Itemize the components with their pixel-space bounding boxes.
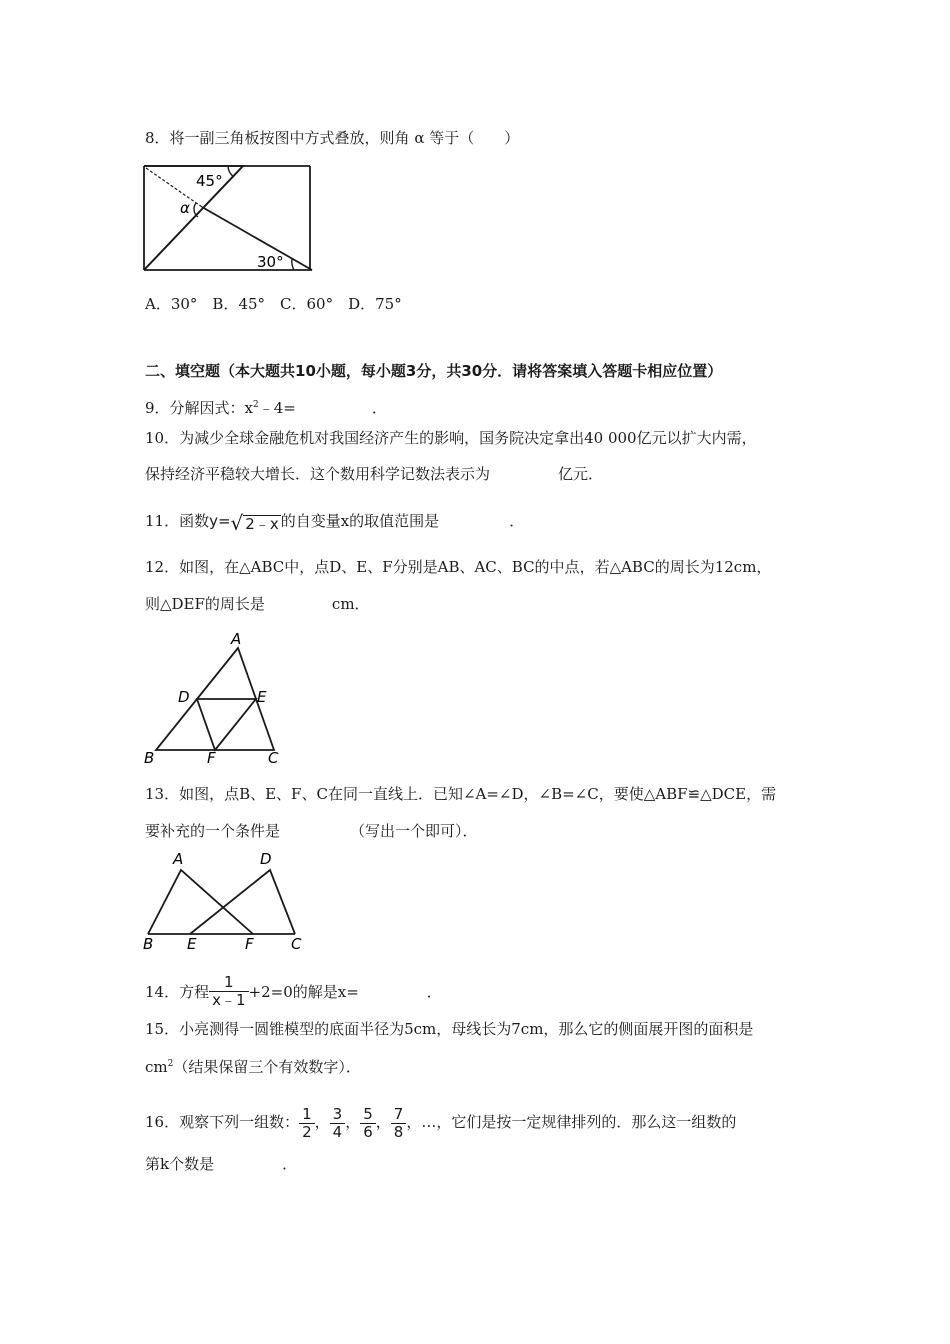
label-E: E — [257, 688, 267, 706]
q16-num-3: 5 — [360, 1106, 376, 1124]
q8-text: 8．将一副三角板按图中方式叠放，则角 α 等于（ ） — [145, 129, 520, 147]
q12-line1: 12．如图，在△ABC中，点D、E、F分别是AB、AC、BC的中点，若△ABC的周长为12cm， — [145, 558, 772, 576]
q16-fraction-2 — [330, 1106, 346, 1141]
q16-line2-end: ． — [282, 1155, 298, 1173]
q11-function: y= — [209, 512, 231, 530]
hypotenuse-45 — [144, 166, 243, 270]
q16-den-2: 4 — [332, 1123, 343, 1141]
q16-line2 — [145, 1154, 297, 1174]
q16-den-3: 6 — [363, 1123, 373, 1141]
q12-line2 — [145, 594, 370, 614]
label-D: D — [260, 850, 272, 868]
q11-line — [145, 511, 524, 533]
q16-num-4: 7 — [391, 1106, 407, 1124]
q13-figure-two-triangles — [143, 850, 308, 954]
label-F: F — [207, 749, 216, 767]
q16-fraction-3 — [360, 1106, 376, 1141]
q14-fraction — [209, 974, 248, 1009]
q13-line2-note: （写出一个即可）． — [350, 822, 478, 840]
q9-prefix: 9．分解因式：x — [145, 399, 254, 417]
q16-sep-3: ， — [375, 1113, 391, 1131]
q12-figure-triangle-abc — [143, 630, 283, 766]
q15-exponent: 2 — [167, 1059, 174, 1069]
label-alpha: α — [180, 199, 190, 217]
label-A: A — [231, 630, 242, 648]
label-D: D — [178, 688, 190, 706]
q8-options: A．30° B．45° C．60° D．75° — [145, 295, 402, 313]
q16-num-2: 3 — [330, 1106, 346, 1124]
q11-suffix: 的自变量x的取值范围是 — [280, 512, 440, 530]
q11-end: ． — [509, 512, 525, 530]
q11-prefix: 11．函数 — [145, 512, 210, 530]
q14-numerator: 1 — [209, 974, 248, 992]
q15-line2 — [145, 1054, 361, 1077]
label-B: B — [144, 749, 155, 767]
q13-line2-text: 要补充的一个条件是 — [145, 822, 281, 840]
q10-line2-unit: 亿元． — [558, 465, 604, 483]
q15-unit: cm — [145, 1058, 168, 1076]
q10-line2 — [145, 464, 603, 484]
q16-sep-2: ， — [345, 1113, 361, 1131]
arc-30 — [292, 259, 294, 270]
label-45: 45° — [196, 172, 223, 190]
q13-line1: 13．如图，点B、E、F、C在同一直线上．已知∠A=∠D，∠B=∠C，要使△ABF≌△DCE，需 — [145, 785, 777, 803]
q16-den-1: 2 — [302, 1123, 312, 1141]
q12-line2-text: 则△DEF的周长是 — [145, 595, 265, 613]
triangle-abf — [148, 870, 253, 934]
q14-end: ． — [426, 983, 442, 1001]
q14-suffix: +2=0的解是x= — [248, 983, 359, 1001]
q14-denominator: x﹣1 — [212, 991, 246, 1009]
q11-sqrt: √ 2﹣x — [230, 511, 279, 535]
q16-suffix: ，…，它们是按一定规律排列的．那么这一组数的 — [406, 1113, 737, 1131]
label-A: A — [173, 850, 184, 868]
dashed-edge — [146, 168, 202, 207]
q12-line2-unit: cm． — [331, 595, 370, 613]
q14-line — [145, 972, 442, 1012]
q9-end: ． — [371, 399, 387, 417]
q9-exponent: 2 — [253, 400, 259, 410]
q11-radicand: 2﹣x — [245, 515, 279, 533]
q9-suffix: ﹣4= — [258, 399, 296, 417]
q16-line2-text: 第k个数是 — [145, 1155, 215, 1173]
label-E: E — [187, 935, 197, 953]
q16-fraction-4 — [391, 1106, 407, 1141]
triangle-def — [197, 699, 256, 750]
label-F: F — [245, 935, 254, 953]
q15-line1: 15．小亮测得一圆锥模型的底面半径为5cm，母线长为7cm，那么它的侧面展开图的面积是 — [145, 1020, 754, 1038]
label-C: C — [268, 749, 279, 767]
label-B: B — [143, 935, 154, 953]
section-heading: 二、填空题（本大题共10小题，每小题3分，共30分．请将答案填入答题卡相应位置） — [145, 362, 723, 380]
q10-line2-text: 保持经济平稳较大增长．这个数用科学记数法表示为 — [145, 465, 491, 483]
q16-prefix: 16．观察下列一组数： — [145, 1113, 300, 1131]
q8-figure-triangle-rulers — [140, 163, 315, 275]
q16-num-1: 1 — [299, 1106, 315, 1124]
label-C: C — [291, 935, 302, 953]
q15-note: （结果保留三个有效数字）． — [173, 1058, 361, 1076]
q16-sep-1: ， — [314, 1113, 330, 1131]
q16-fraction-1 — [299, 1106, 315, 1141]
q9-line — [145, 395, 387, 418]
q14-prefix: 14．方程 — [145, 983, 210, 1001]
q16-den-4: 8 — [393, 1123, 404, 1141]
q13-line2 — [145, 821, 478, 841]
q16-line1 — [145, 1100, 736, 1144]
q10-line1: 10．为减少全球金融危机对我国经济产生的影响，国务院决定拿出40 000亿元以扩大内需， — [145, 429, 757, 447]
label-30: 30° — [257, 253, 284, 271]
